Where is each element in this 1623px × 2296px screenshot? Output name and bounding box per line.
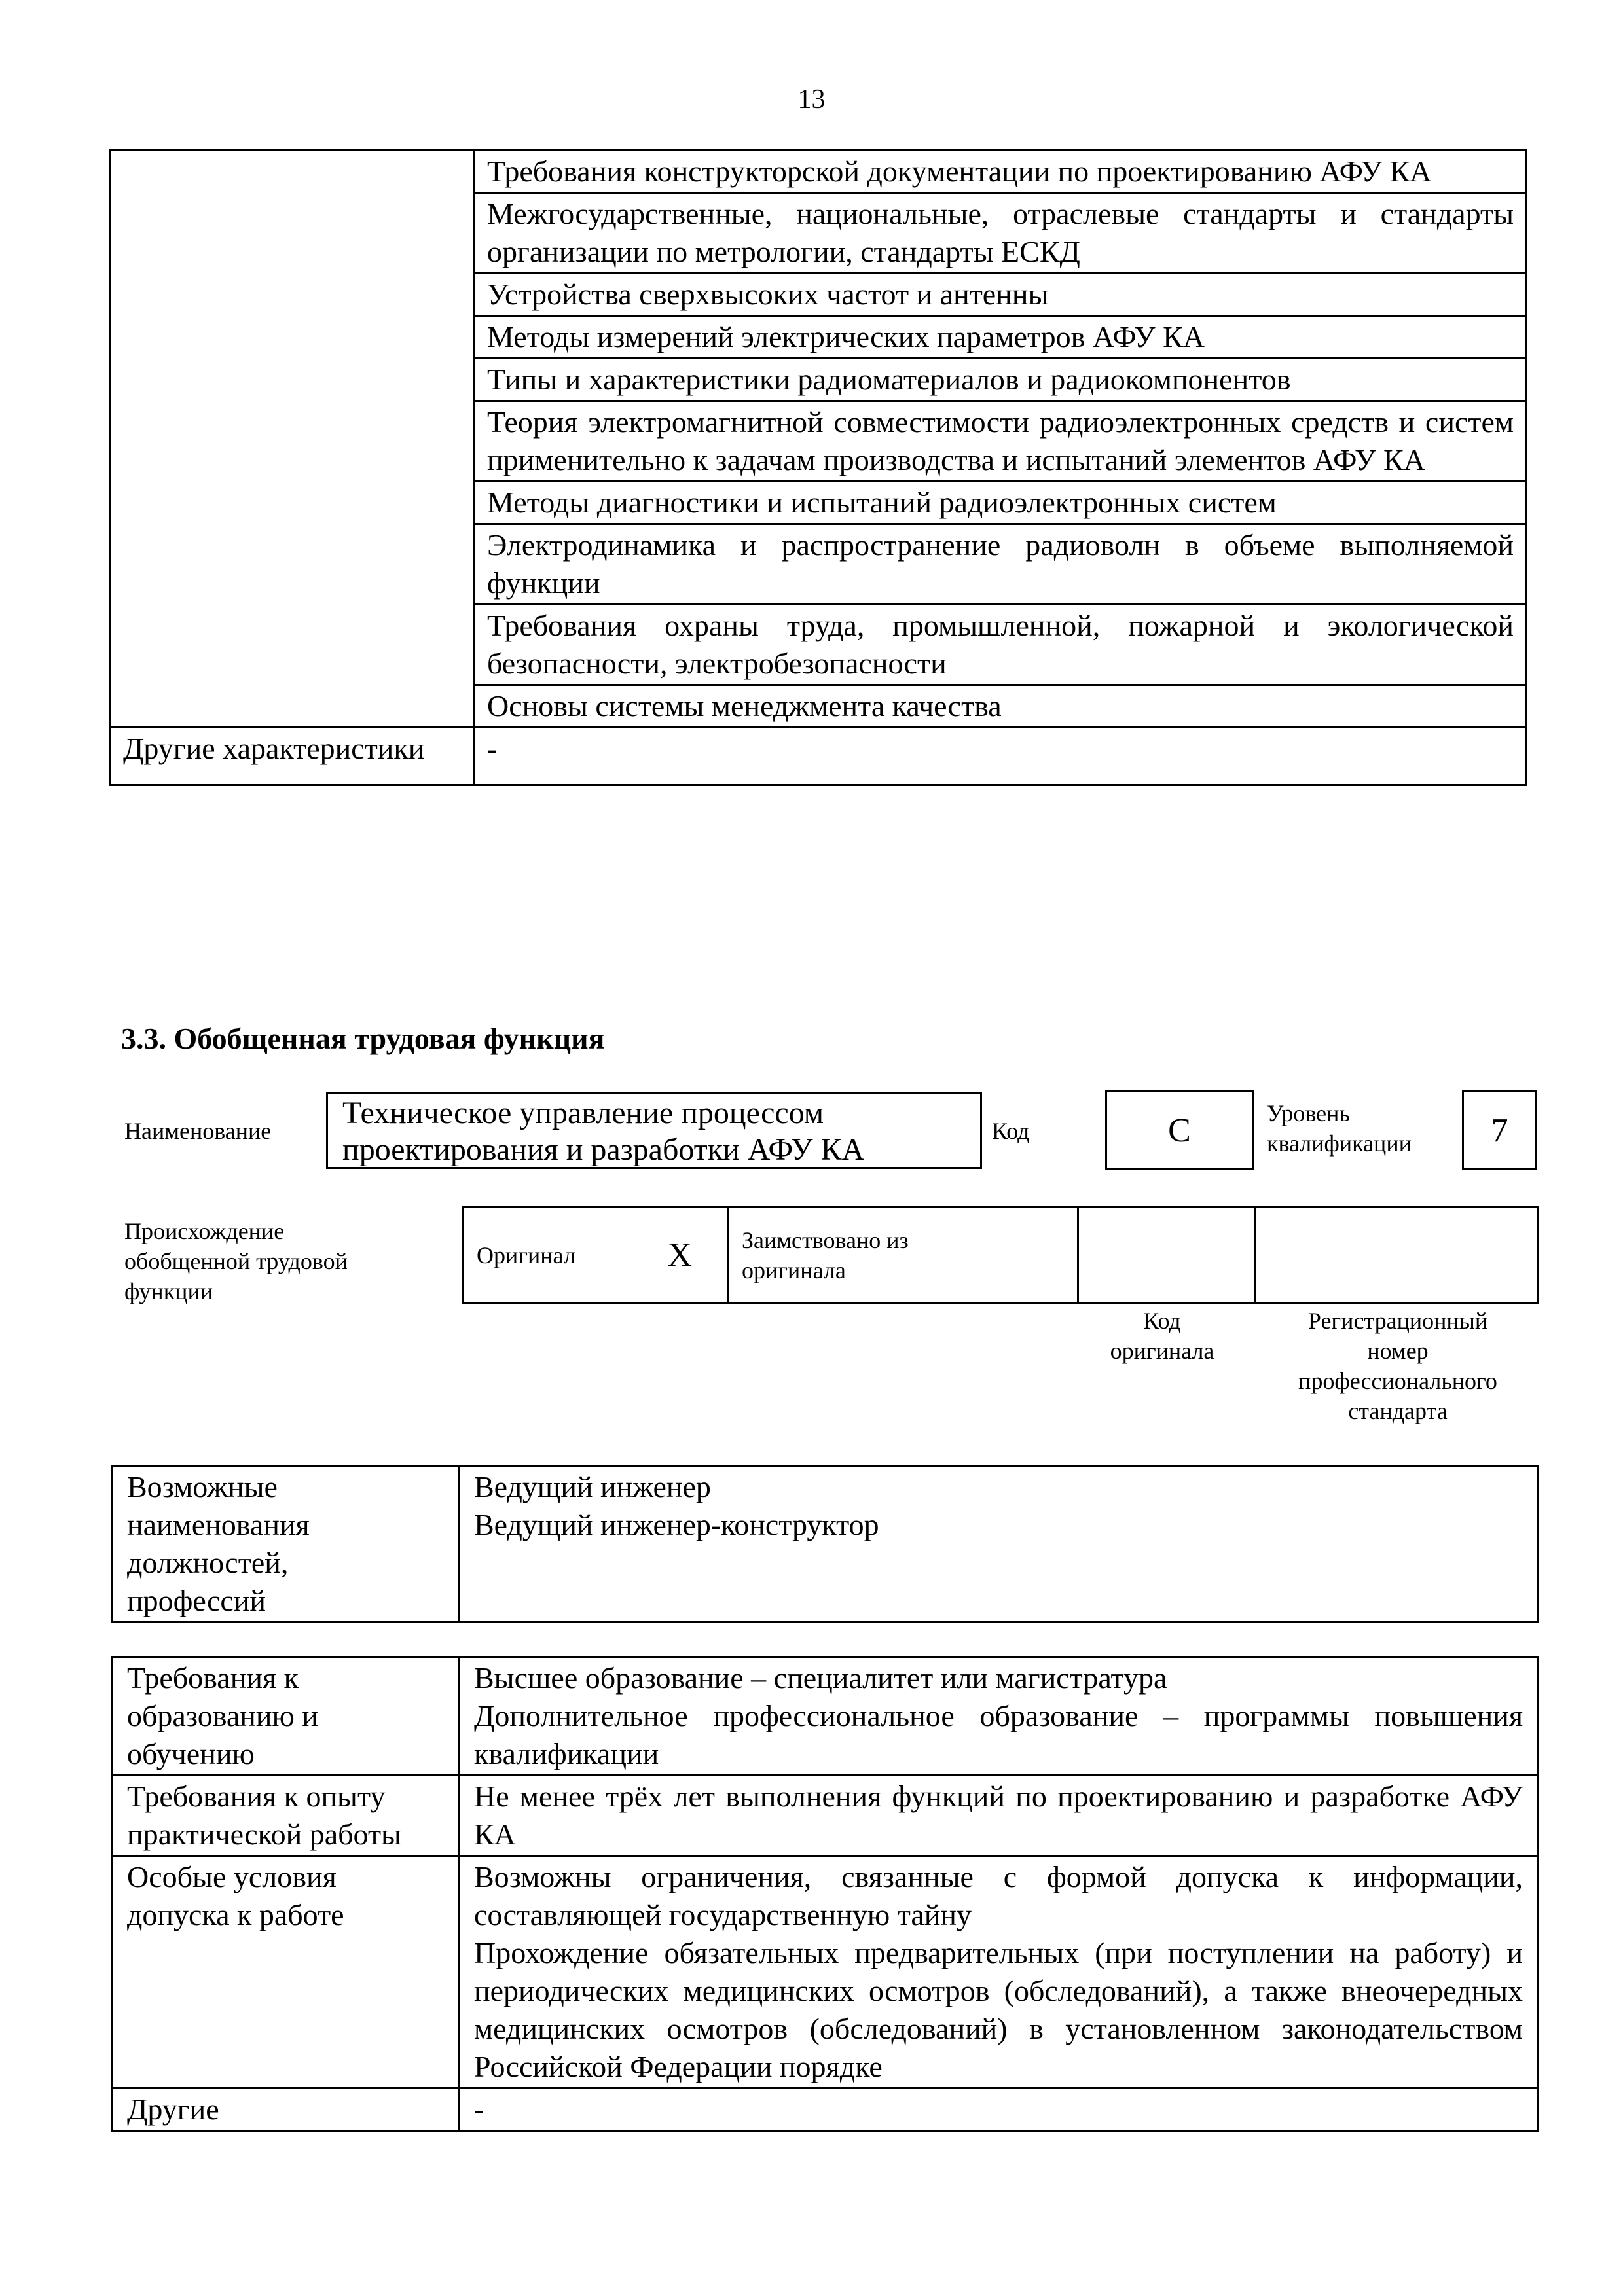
education-requirements-value: [459, 1657, 1539, 1776]
original-code-caption: [1064, 1306, 1260, 1366]
table-row: [111, 151, 1527, 193]
experience-requirements-value: [459, 1776, 1539, 1856]
qualification-level-label-line: Уровень: [1267, 1100, 1350, 1126]
positions-label-line: должностей,: [127, 1546, 289, 1579]
position-name: Ведущий инженер: [474, 1470, 711, 1503]
function-name-line: Техническое управление процессом: [342, 1096, 824, 1130]
knowledge-item: Устройства сверхвысоких частот и антенны: [475, 274, 1527, 316]
requirement-line: Высшее образование – специалитет или магистратура: [474, 1661, 1167, 1695]
knowledge-table: [109, 149, 1527, 786]
requirement-line: Возможны ограничения, связанные с формой допуска к информации, составляющей государственную тайну: [474, 1860, 1523, 1931]
table-row: [463, 1208, 1539, 1303]
other-requirements-label: Другие: [112, 2089, 459, 2131]
caption-line: стандарта: [1348, 1398, 1448, 1424]
education-requirements-label: Требования к образованию и обучению: [112, 1657, 459, 1776]
table-row: [112, 2089, 1539, 2131]
qualification-level-box: 7: [1462, 1090, 1537, 1170]
borrowed-label-line: Заимствовано из: [742, 1227, 909, 1253]
position-name: Ведущий инженер-конструктор: [474, 1508, 879, 1541]
other-requirements-value: [459, 2089, 1539, 2131]
knowledge-item: Методы измерений электрических параметров АФУ КА: [475, 316, 1527, 359]
original-code-cell: [1078, 1208, 1255, 1303]
registration-number-cell: [1255, 1208, 1539, 1303]
registration-number-caption: [1260, 1306, 1535, 1426]
function-name-box: [326, 1092, 982, 1169]
other-characteristics-value: -: [475, 728, 1527, 785]
requirement-line: Прохождение обязательных предварительных (при поступлении на работу) и периодических медицинских осмотров (обследований), а также внеочередных медицинских осмотров (обследований) в установленном законодательством Российской Федерации порядке: [474, 1936, 1523, 2083]
knowledge-item: Требования охраны труда, промышленной, пожарной и экологической безопасности, электробезопасности: [475, 605, 1527, 685]
caption-line: профессионального: [1298, 1368, 1497, 1394]
experience-requirements-label: Требования к опыту практической работы: [112, 1776, 459, 1856]
table-row: [112, 1657, 1539, 1776]
table-row: [112, 1776, 1539, 1856]
positions-label-line: наименования: [127, 1508, 310, 1541]
caption-line: номер: [1367, 1338, 1429, 1364]
requirement-line: -: [474, 2092, 484, 2126]
code-label: Код: [992, 1118, 1030, 1144]
caption-line: оригинала: [1110, 1338, 1214, 1364]
knowledge-item: Типы и характеристики радиоматериалов и радиокомпонентов: [475, 359, 1527, 401]
caption-line: Код: [1143, 1308, 1181, 1334]
borrowed-label: [728, 1208, 1078, 1303]
caption-line: Регистрационный: [1307, 1308, 1488, 1334]
knowledge-item: Основы системы менеджмента качества: [475, 685, 1527, 728]
table-row: [112, 1856, 1539, 2089]
function-name-line: проектирования и разработки АФУ КА: [342, 1132, 865, 1167]
positions-label-line: профессий: [127, 1584, 266, 1617]
other-characteristics-label: Другие характеристики: [111, 728, 475, 785]
positions-label: [112, 1466, 459, 1623]
code-value-box: С: [1105, 1090, 1254, 1170]
knowledge-item: Электродинамика и распространение радиоволн в объеме выполняемой функции: [475, 524, 1527, 605]
qualification-level-label-line: квалификации: [1267, 1130, 1412, 1157]
section-title: 3.3. Обобщенная трудовая функция: [121, 1022, 605, 1055]
origin-label-line: Происхождение: [124, 1218, 285, 1244]
origin-label-line: обобщенной трудовой: [124, 1248, 348, 1274]
name-label: Наименование: [124, 1118, 272, 1144]
requirements-table: [111, 1656, 1539, 2132]
table-row: [112, 1466, 1539, 1623]
table-row: [111, 728, 1527, 785]
positions-label-line: Возможные: [127, 1470, 278, 1503]
requirement-line: Дополнительное профессиональное образование – программы повышения квалификации: [474, 1699, 1523, 1770]
knowledge-item: Теория электромагнитной совместимости радиоэлектронных средств и систем применительно к задачам производства и испытаний элементов АФУ КА: [475, 401, 1527, 482]
borrowed-label-line: оригинала: [742, 1257, 846, 1283]
special-conditions-value: [459, 1856, 1539, 2089]
positions-table: [111, 1465, 1539, 1623]
knowledge-item: Требования конструкторской документации по проектированию АФУ КА: [475, 151, 1527, 193]
qualification-level-label: [1267, 1098, 1412, 1158]
special-conditions-label: Особые условия допуска к работе: [112, 1856, 459, 2089]
original-mark: X: [633, 1208, 728, 1303]
origin-label: [124, 1216, 348, 1306]
origin-table: [462, 1206, 1539, 1304]
requirement-line: Не менее трёх лет выполнения функций по проектированию и разработке АФУ КА: [474, 1780, 1523, 1851]
original-label: Оригинал: [463, 1208, 633, 1303]
knowledge-item: Межгосударственные, национальные, отраслевые стандарты и стандарты организации по метрологии, стандарты ЕСКД: [475, 193, 1527, 274]
positions-value: [459, 1466, 1539, 1623]
knowledge-label-cell: [111, 151, 475, 728]
origin-label-line: функции: [124, 1278, 213, 1304]
page-number: 13: [797, 84, 826, 115]
knowledge-item: Методы диагностики и испытаний радиоэлектронных систем: [475, 482, 1527, 524]
